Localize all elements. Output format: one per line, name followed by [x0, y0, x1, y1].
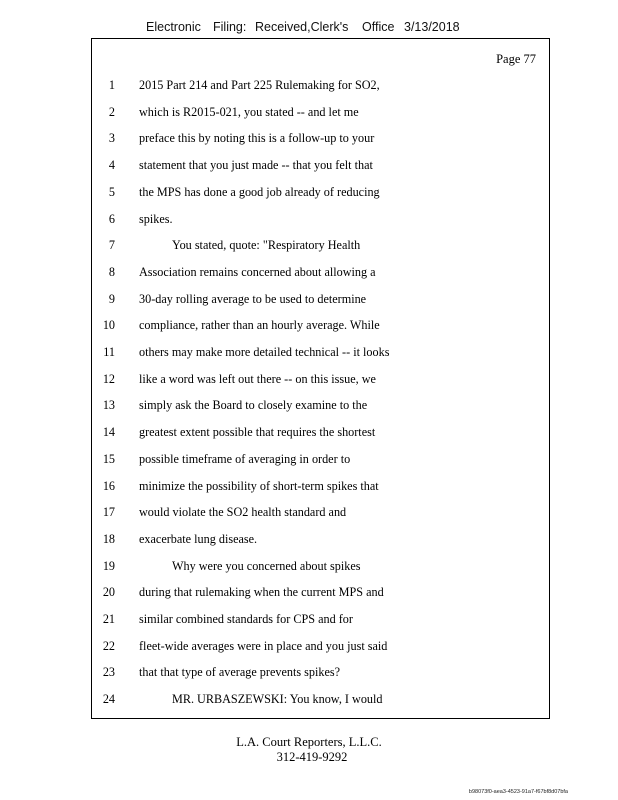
line-number: 12: [102, 371, 115, 386]
line-number: 16: [102, 478, 115, 493]
line-text: like a word was left out there -- on this issue, we: [139, 371, 376, 386]
transcript-line: [92, 318, 549, 336]
transcript-line: [92, 425, 549, 443]
transcript-line: [92, 585, 549, 603]
footer-phone: 312-419-9292: [276, 750, 348, 764]
transcript-line: [92, 372, 549, 390]
transcript-line: [92, 238, 549, 256]
line-text: fleet-wide averages were in place and you just said: [139, 638, 388, 653]
line-text: MR. URBASZEWSKI: You know, I would: [172, 692, 383, 707]
transcript-line: [92, 692, 549, 710]
filing-stamp-header: [0, 20, 618, 36]
line-number: 1: [108, 78, 115, 92]
line-number: 6: [108, 211, 115, 226]
line-text: Why were you concerned about spikes: [172, 558, 361, 573]
line-text: the MPS has done a good job already of reducing: [139, 184, 380, 199]
line-number: 20: [102, 585, 115, 600]
line-text: statement that you just made -- that you felt that: [139, 158, 373, 173]
line-number: 8: [108, 264, 115, 279]
line-number: 2: [108, 104, 115, 119]
page-number: Page 77: [496, 52, 536, 66]
header-date: 3/13/2018: [404, 20, 460, 34]
header-filing: Filing:: [213, 20, 247, 34]
footer-company: L.A. Court Reporters, L.L.C.: [236, 735, 382, 749]
transcript-line: [92, 185, 549, 203]
transcript-line: [92, 532, 549, 550]
transcript-line: [92, 559, 549, 577]
line-text: Association remains concerned about allowing a: [139, 264, 376, 279]
line-number: 22: [102, 638, 115, 653]
transcript-line: [92, 398, 549, 416]
transcript-line: [92, 452, 549, 470]
line-number: 9: [108, 291, 115, 306]
line-number: 24: [102, 692, 115, 707]
header-electronic: Electronic: [146, 20, 201, 34]
transcript-line: [92, 131, 549, 149]
transcript-line: [92, 212, 549, 230]
line-text: others may make more detailed technical -- it looks: [139, 345, 390, 359]
line-number: 21: [102, 612, 115, 626]
transcript-line: [92, 345, 549, 363]
line-text: preface this by noting this is a follow-up to your: [139, 131, 375, 146]
line-text: during that rulemaking when the current MPS and: [139, 585, 384, 600]
line-text: 2015 Part 214 and Part 225 Rulemaking for SO2,: [139, 78, 380, 92]
line-text: greatest extent possible that requires the shortest: [139, 425, 376, 440]
transcript-line: [92, 639, 549, 657]
line-number: 17: [102, 505, 115, 520]
line-number: 3: [108, 131, 115, 146]
line-text: spikes.: [139, 211, 173, 226]
line-text: exacerbate lung disease.: [139, 531, 258, 546]
line-number: 4: [108, 158, 115, 173]
transcript-line: [92, 665, 549, 683]
transcript-line: [92, 612, 549, 630]
line-text: which is R2015-021, you stated -- and let me: [139, 104, 359, 119]
transcript-line: [92, 479, 549, 497]
line-number: 5: [108, 184, 115, 199]
line-text: simply ask the Board to closely examine to the: [139, 398, 368, 413]
line-number: 7: [108, 238, 115, 253]
line-text: minimize the possibility of short-term spikes that: [139, 478, 379, 493]
line-number: 19: [102, 558, 115, 573]
line-number: 11: [103, 345, 115, 359]
transcript-line: [92, 78, 549, 96]
header-office: Office: [362, 20, 395, 34]
line-number: 14: [102, 425, 115, 440]
transcript-line: [92, 505, 549, 523]
line-number: 13: [102, 398, 115, 413]
line-number: 23: [102, 665, 115, 680]
line-text: that that type of average prevents spikes?: [139, 665, 341, 680]
transcript-page-frame: [91, 38, 550, 719]
line-number: 10: [102, 318, 115, 333]
line-number: 15: [102, 451, 115, 466]
transcript-line: [92, 292, 549, 310]
document-id: b98073f0-aea3-4523-91a7-f67bf8d07bfa: [468, 789, 568, 795]
line-text: possible timeframe of averaging in order to: [139, 451, 351, 466]
header-received: Received,Clerk's: [255, 20, 349, 34]
transcript-line: [92, 158, 549, 176]
line-text: would violate the SO2 health standard and: [139, 505, 347, 520]
transcript-line: [92, 105, 549, 123]
transcript-line: [92, 265, 549, 283]
line-number: 18: [102, 531, 115, 546]
line-text: similar combined standards for CPS and for: [139, 612, 353, 626]
line-text: 30-day rolling average to be used to determine: [139, 291, 367, 306]
line-text: compliance, rather than an hourly average. While: [139, 318, 380, 333]
line-text: You stated, quote: "Respiratory Health: [172, 238, 361, 253]
